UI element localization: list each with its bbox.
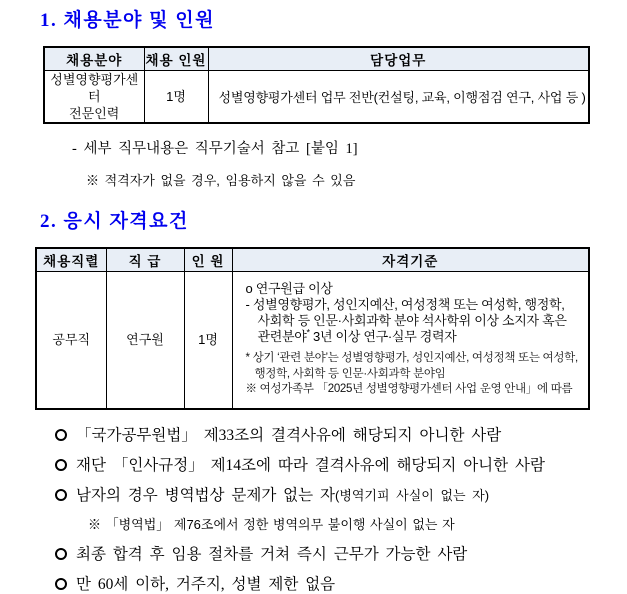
circle-bullet-icon bbox=[55, 578, 67, 590]
col-header-duty: 담당업무 bbox=[208, 47, 589, 70]
col-header-count: 인 원 bbox=[184, 248, 232, 272]
duty-cell: 성별영향평가센터 업무 전반(컨설팅, 교육, 이행점검 연구, 사업 등 ) bbox=[208, 70, 589, 123]
recruitment-field-table bbox=[43, 46, 590, 124]
military-law-note: ※ 「병역법」 제76조에서 정한 병역의무 불이행 사실이 없는 자 bbox=[88, 516, 455, 532]
col-header-count: 채용 인원 bbox=[144, 47, 208, 70]
qual-dash-line3-rest: 3년 이상 연구·실무 경력자 bbox=[309, 329, 457, 344]
requirement-main-text: 남자의 경우 병역법상 문제가 없는 자 bbox=[76, 486, 335, 504]
qual-grade-line: o 연구원급 이상 bbox=[245, 281, 333, 296]
series-cell: 공무직 bbox=[36, 272, 106, 409]
qual-dash-line3 bbox=[246, 329, 581, 345]
table-header-row bbox=[44, 47, 589, 70]
requirement-text: 「국가공무원법」 제33조의 결격사유에 해당되지 아니한 사람 bbox=[76, 426, 502, 444]
qualification-table bbox=[35, 247, 590, 410]
list-item bbox=[55, 575, 627, 594]
list-item bbox=[55, 545, 627, 564]
list-item bbox=[55, 426, 627, 445]
qual-dash-line2: 사회학 등 인문·사회과학 분야 석사학위 이상 소지자 혹은 bbox=[257, 313, 567, 328]
qual-dash-line3-text: 관련분야 bbox=[257, 329, 307, 344]
circle-bullet-icon bbox=[55, 429, 67, 441]
requirement-text: 만 60세 이하, 거주지, 성별 제한 없음 bbox=[76, 575, 336, 593]
detail-note: - 세부 직무내용은 직무기술서 참고 [붙임 1] bbox=[72, 140, 358, 157]
qualification-cell bbox=[232, 272, 589, 409]
count-cell: 1명 bbox=[184, 272, 232, 409]
col-header-grade: 직 급 bbox=[106, 248, 184, 272]
circle-bullet-icon bbox=[55, 489, 67, 501]
qual-note-line2: 행정학, 사회학 등 인문·사회과학 분야임 bbox=[254, 367, 446, 380]
field-cell bbox=[44, 70, 144, 123]
table-row bbox=[36, 272, 589, 409]
qual-note-line3: ※ 여성가족부 「2025년 성별영향평가센터 사업 운영 안내」에 따름 bbox=[245, 383, 573, 395]
col-header-qualification: 자격기준 bbox=[232, 248, 589, 272]
table-row bbox=[44, 70, 589, 123]
qual-note-line1: * 상기 ‘관련 분야’는 성별영향평가, 성인지예산, 여성정책 또는 여성학, bbox=[245, 352, 578, 364]
qual-footnotes bbox=[246, 351, 581, 398]
requirement-text: 재단 「인사규정」 제14조에 따라 결격사유에 해당되지 아니한 사람 bbox=[76, 456, 545, 474]
caution-note: ※ 적격자가 없을 경우, 임용하지 않을 수 있음 bbox=[86, 172, 356, 188]
col-header-series: 채용직렬 bbox=[36, 248, 106, 272]
circle-bullet-icon bbox=[55, 459, 67, 471]
footnote-asterisk: * bbox=[306, 327, 310, 338]
section1-title: 1. 채용분야 및 인원 bbox=[40, 10, 215, 31]
col-header-field: 채용분야 bbox=[44, 47, 144, 70]
requirement-text: 최종 합격 후 임용 절차를 거쳐 즉시 근무가 가능한 사람 bbox=[76, 545, 468, 563]
list-item bbox=[55, 486, 627, 505]
field-line1: 성별영향평가센터 bbox=[50, 71, 139, 104]
qual-dash-line1: - 성별영향평가, 성인지예산, 여성정책 또는 여성학, 행정학, bbox=[245, 297, 565, 312]
requirement-paren-text: (병역기피 사실이 없는 자) bbox=[334, 487, 490, 503]
list-item bbox=[55, 456, 627, 475]
count-cell: 1명 bbox=[144, 70, 208, 123]
requirements-list bbox=[55, 426, 627, 594]
grade-cell: 연구원 bbox=[106, 272, 184, 409]
circle-bullet-icon bbox=[55, 548, 67, 560]
requirement-text bbox=[76, 486, 489, 505]
table-header-row bbox=[36, 248, 589, 272]
field-line2: 전문인력 bbox=[69, 105, 120, 121]
section2-title: 2. 응시 자격요건 bbox=[40, 210, 189, 232]
